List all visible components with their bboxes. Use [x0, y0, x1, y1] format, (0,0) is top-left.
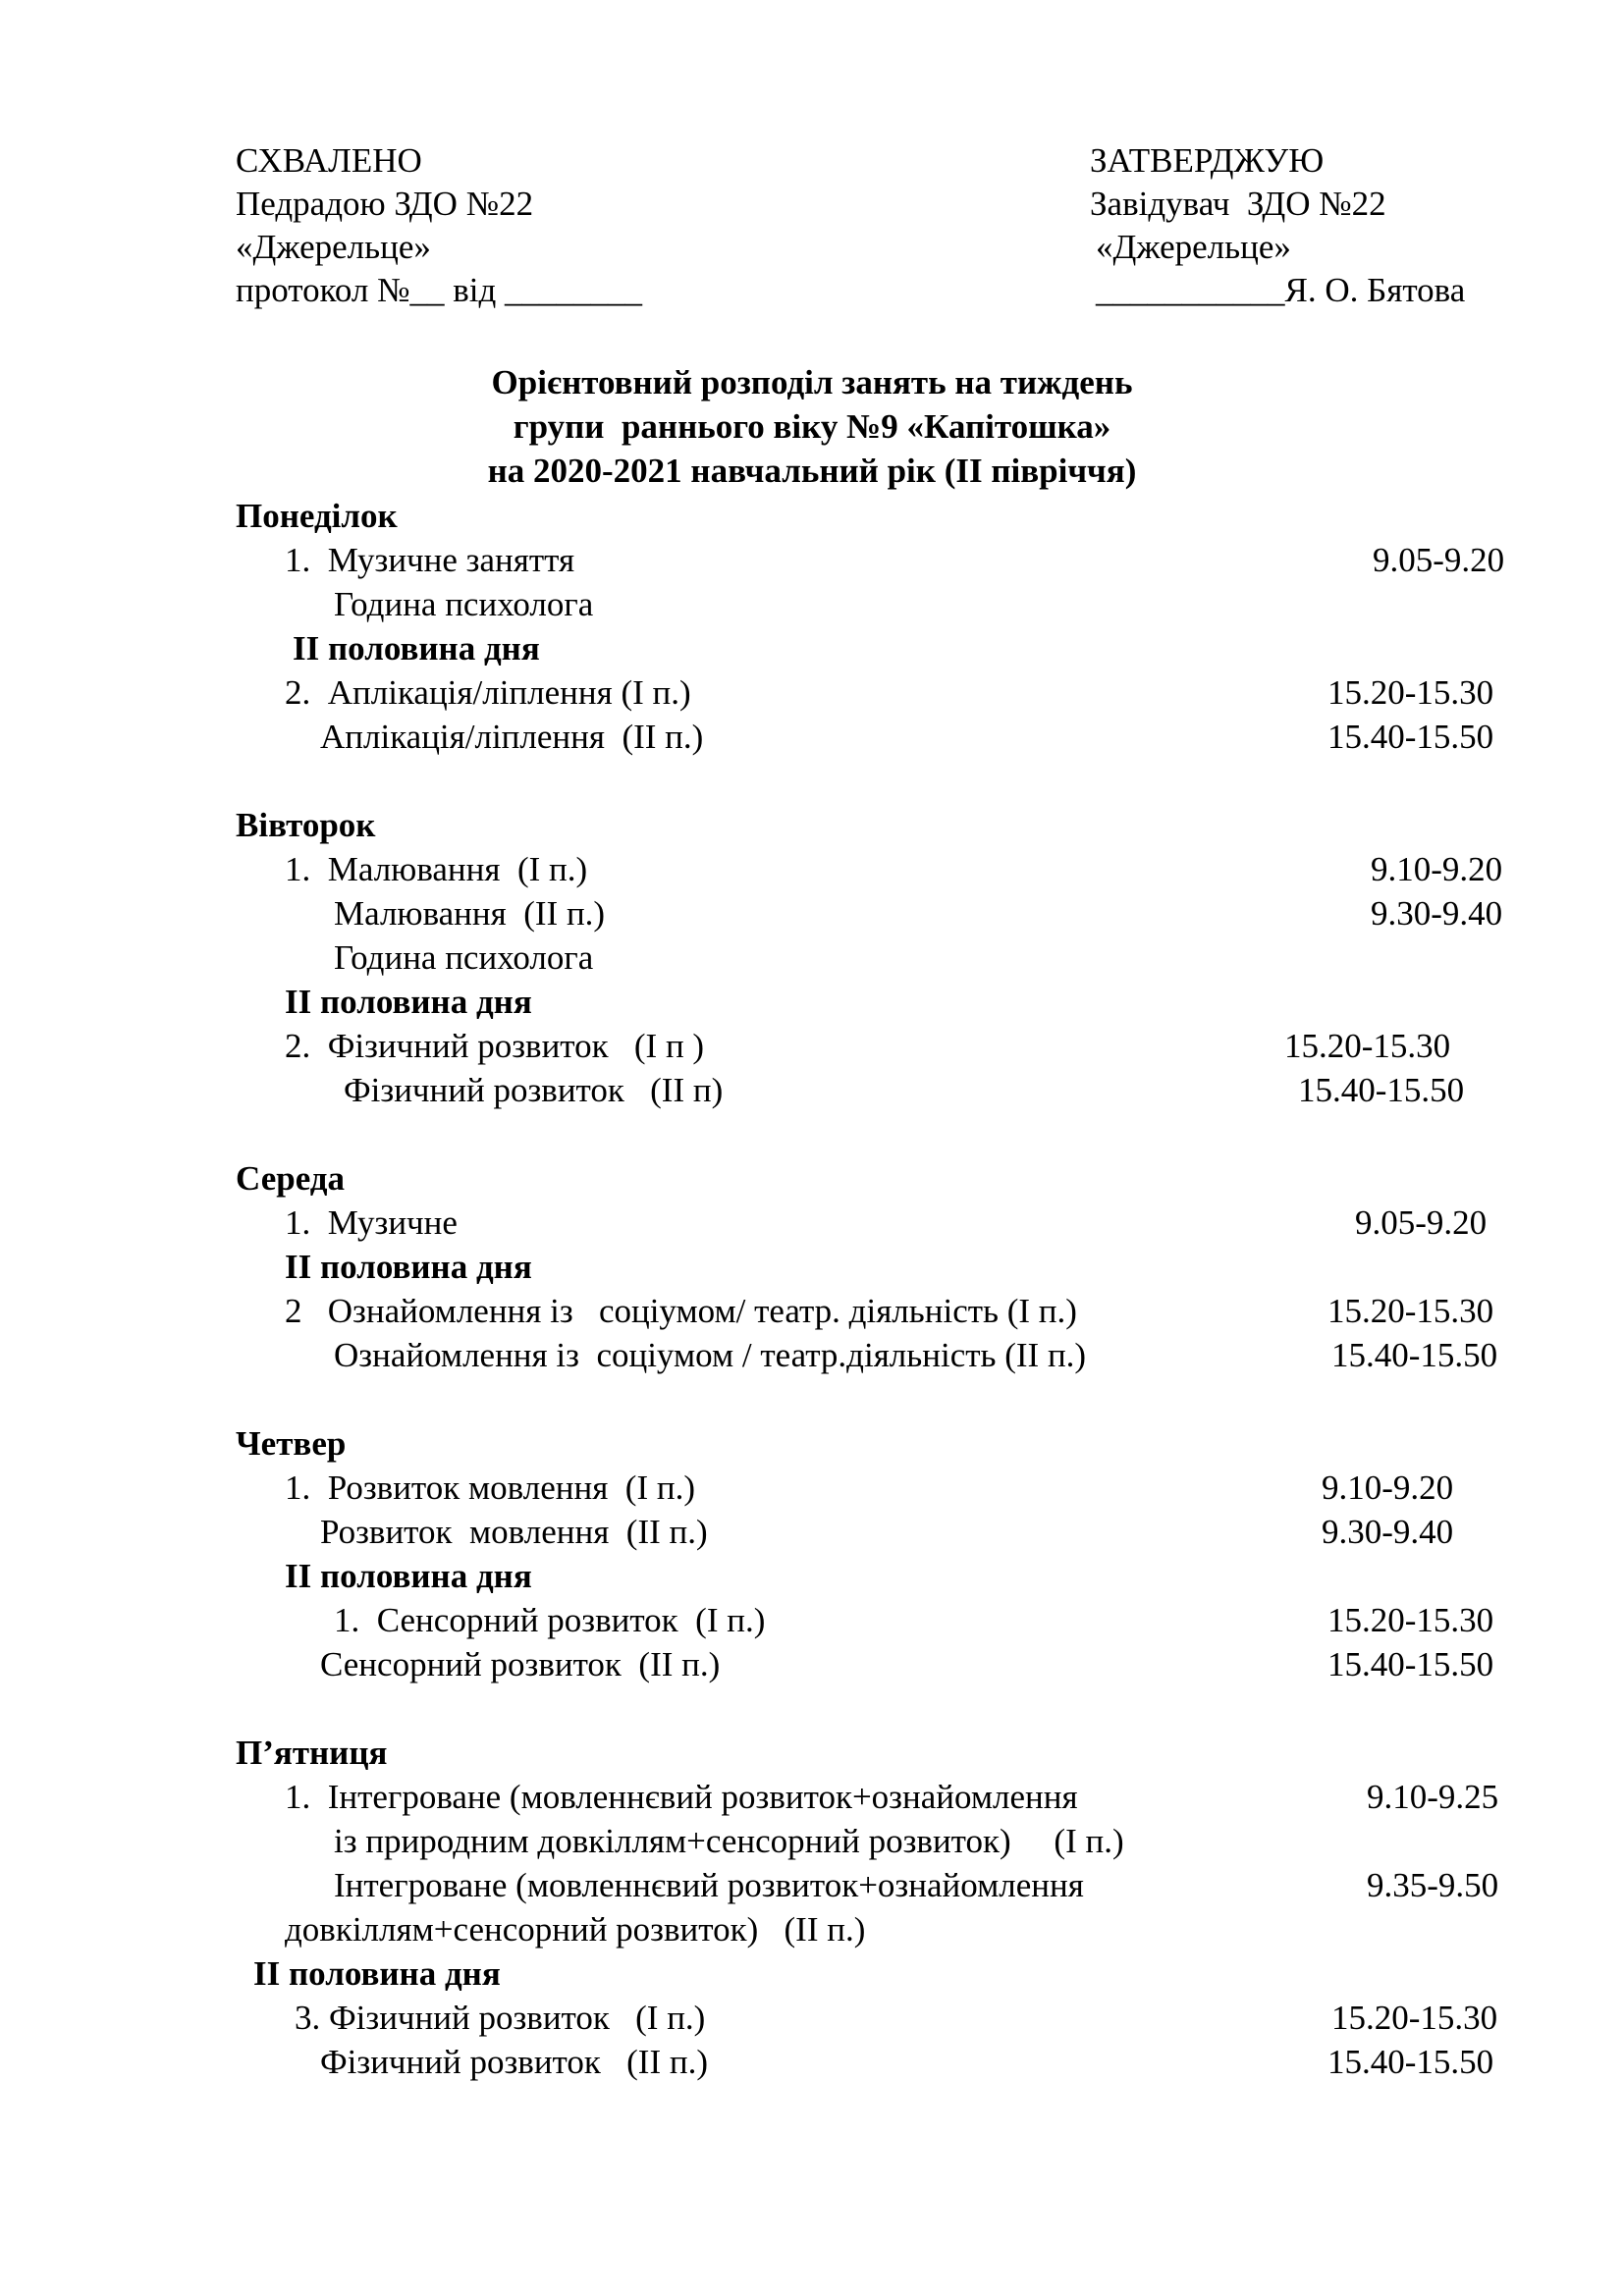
thursday-half: ІІ половина дня: [285, 1557, 532, 1595]
approval-left-title: СХВАЛЕНО: [236, 141, 422, 180]
day-thursday: Четвер: [236, 1424, 347, 1463]
friday-half: ІІ половина дня: [253, 1954, 501, 1993]
wednesday-item2b: Ознайомлення із соціумом / театр.діяльність (ІІ п.): [334, 1336, 1087, 1374]
thursday-item1b: Розвиток мовлення (ІІ п.): [320, 1513, 708, 1551]
monday-time2: 15.20-15.30: [1327, 673, 1494, 712]
day-friday: П’ятниця: [236, 1734, 388, 1772]
wednesday-half: ІІ половина дня: [285, 1248, 532, 1286]
friday-time1: 9.10-9.25: [1367, 1778, 1499, 1816]
friday-item3b: Фізичний розвиток (ІІ п.): [320, 2043, 708, 2081]
monday-time1: 9.05-9.20: [1373, 541, 1505, 579]
approval-right-line3: ___________Я. О. Бятова: [1096, 271, 1466, 309]
approval-right-line1: Завідувач ЗДО №22: [1090, 185, 1386, 223]
friday-time1b: 9.35-9.50: [1367, 1866, 1499, 1904]
approval-left-line1: Педрадою ЗДО №22: [236, 185, 534, 223]
tuesday-item2b: Фізичний розвиток (ІІ п): [344, 1071, 724, 1109]
wednesday-time2: 15.20-15.30: [1327, 1292, 1494, 1330]
wednesday-time2b: 15.40-15.50: [1331, 1336, 1498, 1374]
heading-line1: Орієнтовний розподіл занять на тиждень: [491, 363, 1133, 401]
tuesday-half: ІІ половина дня: [285, 983, 532, 1021]
monday-item1b: Година психолога: [334, 585, 594, 623]
monday-item1: 1. Музичне заняття: [285, 541, 575, 579]
approval-right-line2: «Джерельце»: [1096, 228, 1291, 266]
friday-item1-cont: із природним довкіллям+сенсорний розвиток) (І п.): [334, 1822, 1124, 1860]
tuesday-time1b: 9.30-9.40: [1371, 894, 1503, 933]
thursday-item2b: Сенсорний розвиток (ІІ п.): [320, 1645, 721, 1683]
friday-time3b: 15.40-15.50: [1327, 2043, 1494, 2081]
thursday-item2: 1. Сенсорний розвиток (І п.): [334, 1601, 766, 1639]
friday-item1b-cont: довкіллям+сенсорний розвиток) (ІІ п.): [285, 1910, 866, 1949]
friday-item1b: Інтегроване (мовленнєвий розвиток+ознайомлення: [334, 1866, 1084, 1904]
day-monday: Понеділок: [236, 497, 398, 535]
thursday-time1: 9.10-9.20: [1322, 1468, 1454, 1507]
approval-right-title: ЗАТВЕРДЖУЮ: [1090, 141, 1325, 180]
monday-time2b: 15.40-15.50: [1327, 718, 1494, 756]
tuesday-time2b: 15.40-15.50: [1298, 1071, 1465, 1109]
thursday-time2b: 15.40-15.50: [1327, 1645, 1494, 1683]
monday-half: ІІ половина дня: [293, 629, 540, 667]
monday-item2b: Аплікація/ліплення (ІІ п.): [320, 718, 704, 756]
approval-left-line3: протокол №__ від ________: [236, 271, 643, 309]
wednesday-item1: 1. Музичне: [285, 1203, 458, 1242]
friday-item1: 1. Інтегроване (мовленнєвий розвиток+ознайомлення: [285, 1778, 1078, 1816]
thursday-time2: 15.20-15.30: [1327, 1601, 1494, 1639]
day-tuesday: Вівторок: [236, 806, 376, 844]
tuesday-time1: 9.10-9.20: [1371, 850, 1503, 888]
day-wednesday: Середа: [236, 1159, 345, 1198]
wednesday-time1: 9.05-9.20: [1355, 1203, 1488, 1242]
thursday-item1: 1. Розвиток мовлення (І п.): [285, 1468, 695, 1507]
heading-line3: на 2020-2021 навчальний рік (ІІ півріччя): [487, 452, 1137, 490]
tuesday-item1: 1. Малювання (І п.): [285, 850, 588, 888]
wednesday-item2: 2 Ознайомлення із соціумом/ театр. діяльність (І п.): [285, 1292, 1077, 1330]
thursday-time1b: 9.30-9.40: [1322, 1513, 1454, 1551]
tuesday-item2: 2. Фізичний розвиток (І п ): [285, 1027, 705, 1065]
friday-item3: 3. Фізичний розвиток (І п.): [295, 1999, 706, 2037]
monday-item2: 2. Аплікація/ліплення (І п.): [285, 673, 691, 712]
friday-time3: 15.20-15.30: [1331, 1999, 1498, 2037]
tuesday-time2: 15.20-15.30: [1284, 1027, 1451, 1065]
tuesday-item1c: Година психолога: [334, 938, 594, 977]
approval-left-line2: «Джерельце»: [236, 228, 431, 266]
tuesday-item1b: Малювання (ІІ п.): [334, 894, 606, 933]
heading-line2: групи раннього віку №9 «Капітошка»: [513, 407, 1111, 446]
